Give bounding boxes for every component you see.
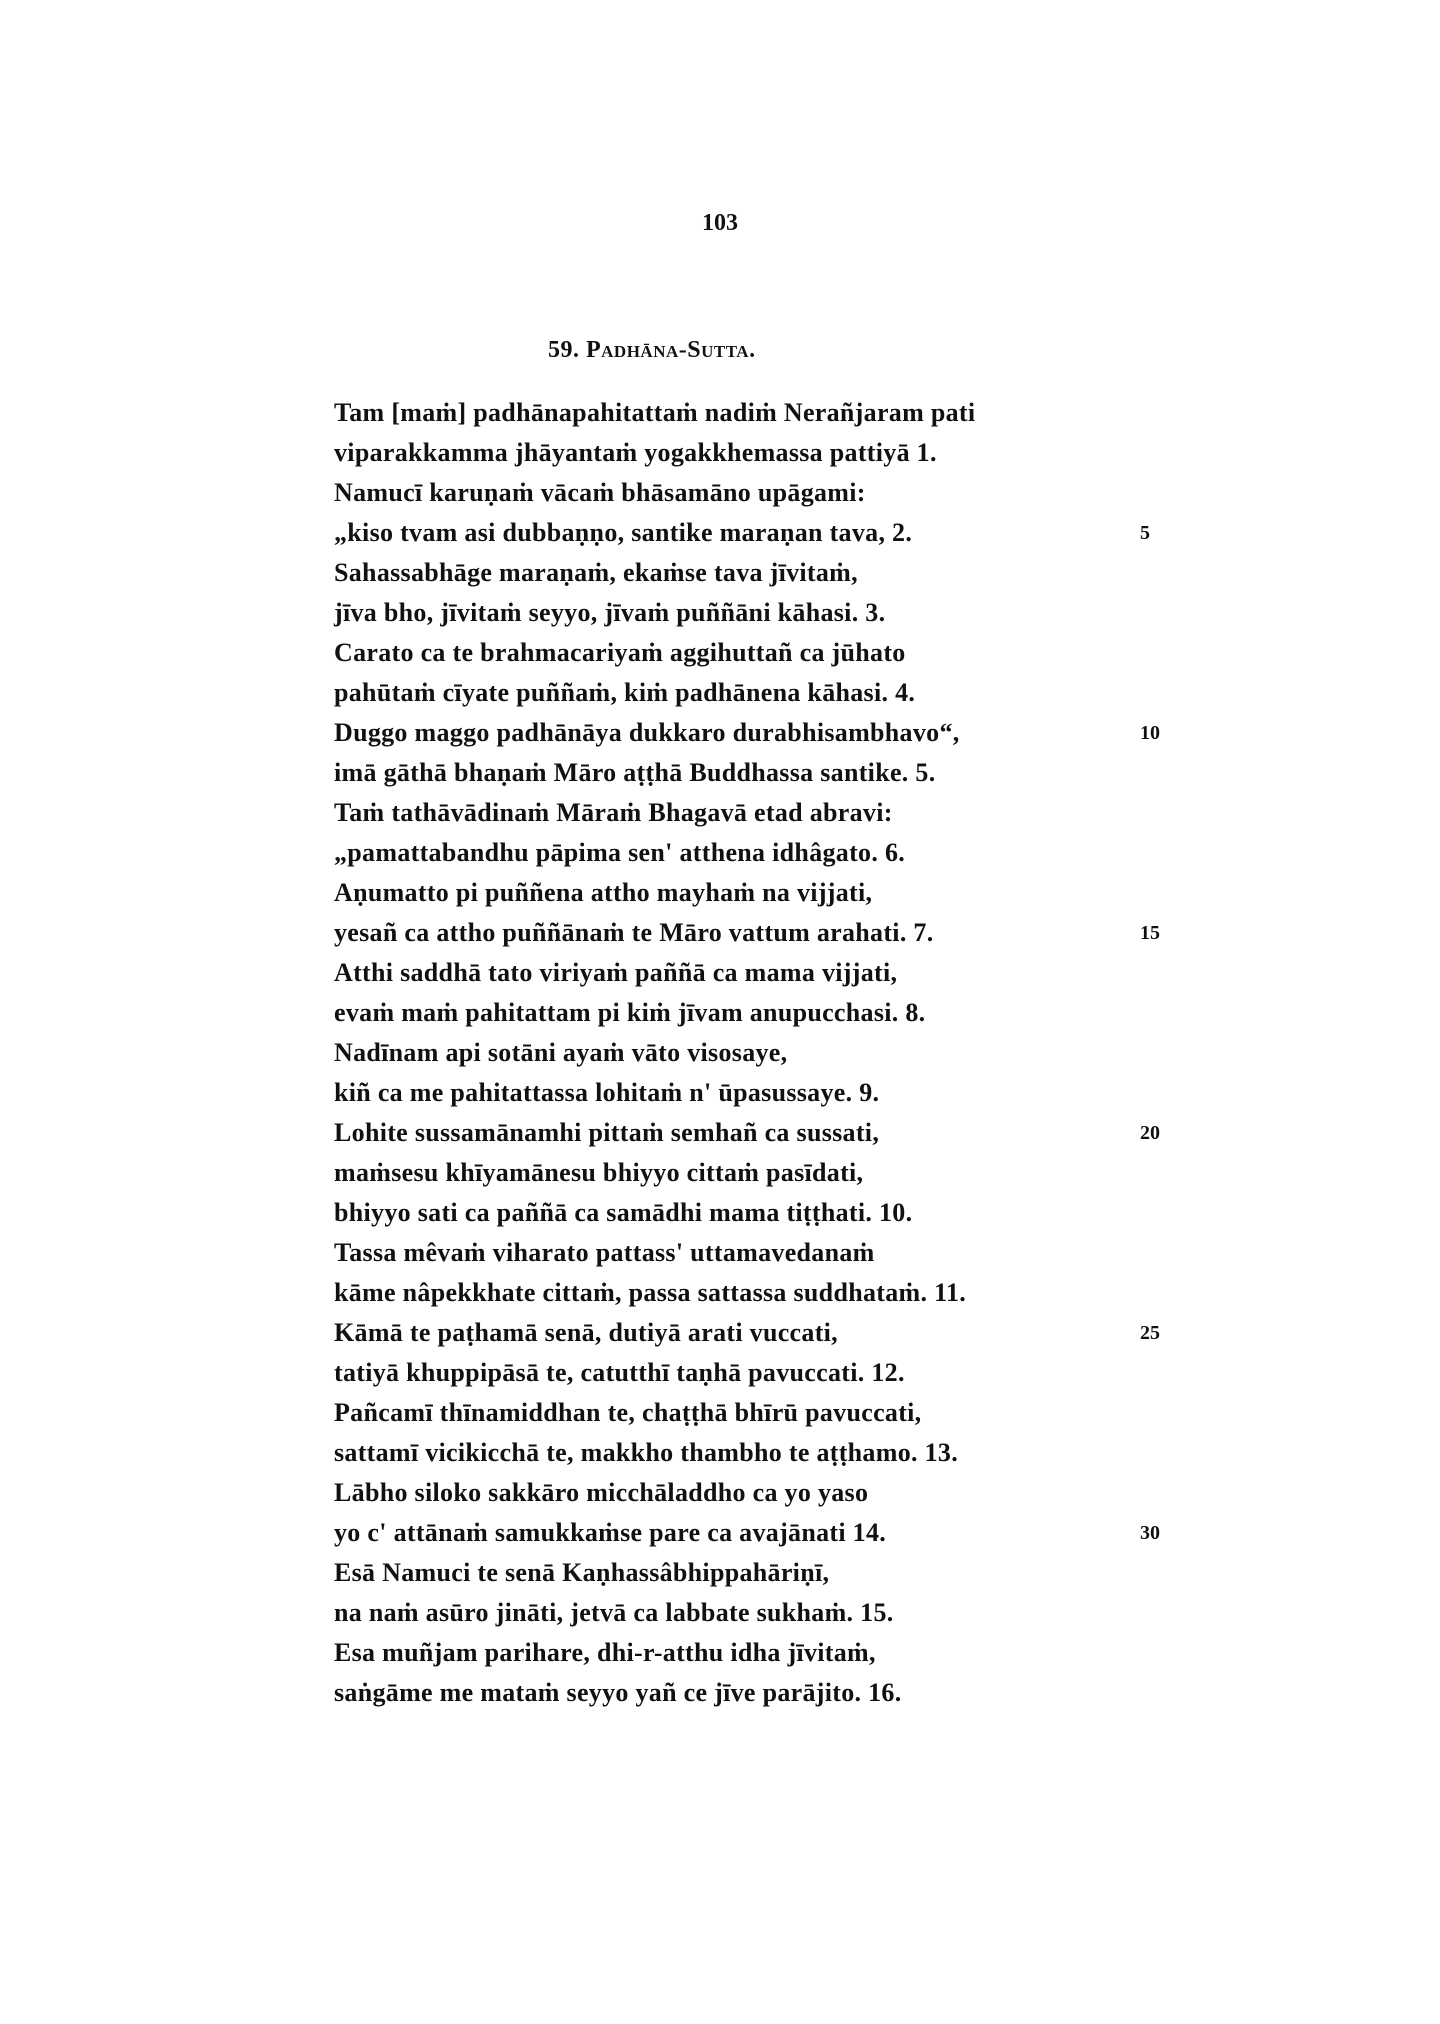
verse-line: maṁsesu khīyamānesu bhiyyo cittaṁ pasīdati, <box>334 1158 864 1187</box>
verse-text <box>334 393 1074 1713</box>
verse-line: viparakkamma jhāyantaṁ yogakkhemassa pattiyā 1. <box>334 438 937 467</box>
verse-line: bhiyyo sati ca paññā ca samādhi mama tiṭṭhati. 10. <box>334 1198 913 1227</box>
margin-line-number: 20 <box>1140 1122 1160 1144</box>
verse-line: Tassa mêvaṁ viharato pattass' uttamavedanaṁ <box>334 1238 875 1267</box>
margin-line-number: 15 <box>1140 922 1160 944</box>
verse-line: „kiso tvam asi dubbaṇṇo, santike maraṇan tava, 2. <box>334 518 913 547</box>
verse-line: Lābho siloko sakkāro micchāladdho ca yo yaso <box>334 1478 869 1507</box>
section-number: 59. <box>548 337 580 363</box>
verse-line: Esa muñjam parihare, dhi-r-atthu idha jīvitaṁ, <box>334 1638 876 1667</box>
margin-line-number: 30 <box>1140 1522 1160 1544</box>
verse-line: „pamattabandhu pāpima sen' atthena idhâgato. 6. <box>334 838 906 867</box>
verse-line: yo c' attānaṁ samukkaṁse pare ca avajānati 14. <box>334 1518 887 1547</box>
verse-line: Esā Namuci te senā Kaṇhassâbhippahāriṇī, <box>334 1558 830 1587</box>
margin-line-number: 10 <box>1140 722 1160 744</box>
verse-line: imā gāthā bhaṇaṁ Māro aṭṭhā Buddhassa santike. 5. <box>334 758 936 787</box>
verse-line: evaṁ maṁ pahitattam pi kiṁ jīvam anupucchasi. 8. <box>334 998 926 1027</box>
verse-line: kiñ ca me pahitattassa lohitaṁ n' ūpasussaye. 9. <box>334 1078 880 1107</box>
verse-line: Pañcamī thīnamiddhan te, chaṭṭhā bhīrū pavuccati, <box>334 1398 922 1427</box>
verse-line: saṅgāme me mataṁ seyyo yañ ce jīve parājito. 16. <box>334 1678 902 1707</box>
verse-line: Atthi saddhā tato viriyaṁ paññā ca mama vijjati, <box>334 958 898 987</box>
margin-line-number: 5 <box>1140 522 1150 544</box>
verse-line: Taṁ tathāvādinaṁ Māraṁ Bhagavā etad abravi: <box>334 798 893 827</box>
page-number: 103 <box>702 210 738 236</box>
verse-line: tatiyā khuppipāsā te, catutthī taṇhā pavuccati. 12. <box>334 1358 905 1387</box>
margin-line-number: 25 <box>1140 1322 1160 1344</box>
verse-line: Nadīnam api sotāni ayaṁ vāto visosaye, <box>334 1038 788 1067</box>
verse-line: Sahassabhāge maraṇaṁ, ekaṁse tava jīvitaṁ, <box>334 558 858 587</box>
verse-line: yesañ ca attho puññānaṁ te Māro vattum arahati. 7. <box>334 918 934 947</box>
section-title: Padhāna-Sutta. <box>586 337 756 363</box>
verse-line: sattamī vicikicchā te, makkho thambho te aṭṭhamo. 13. <box>334 1438 958 1467</box>
section-heading <box>548 337 756 364</box>
verse-line: Aṇumatto pi puññena attho mayhaṁ na vijjati, <box>334 878 873 907</box>
verse-line: Duggo maggo padhānāya dukkaro durabhisambhavo“, <box>334 718 960 747</box>
verse-line: Lohite sussamānamhi pittaṁ semhañ ca sussati, <box>334 1118 880 1147</box>
verse-line: jīva bho, jīvitaṁ seyyo, jīvaṁ puññāni kāhasi. 3. <box>334 598 886 627</box>
verse-line: pahūtaṁ cīyate puññaṁ, kiṁ padhānena kāhasi. 4. <box>334 678 916 707</box>
verse-line: Tam [maṁ] padhānapahitattaṁ nadiṁ Nerañjaram pati <box>334 398 976 427</box>
verse-line: kāme nâpekkhate cittaṁ, passa sattassa suddhataṁ. 11. <box>334 1278 967 1307</box>
verse-line: Kāmā te paṭhamā senā, dutiyā arati vuccati, <box>334 1318 838 1347</box>
verse-line: na naṁ asūro jināti, jetvā ca labbate sukhaṁ. 15. <box>334 1598 894 1627</box>
verse-line: Carato ca te brahmacariyaṁ aggihuttañ ca jūhato <box>334 638 906 667</box>
verse-line: Namucī karuṇaṁ vācaṁ bhāsamāno upāgami: <box>334 478 866 507</box>
